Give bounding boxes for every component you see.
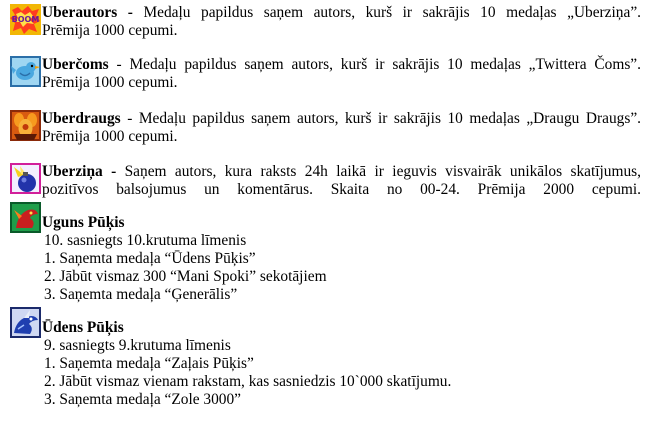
medal-name: Uberčoms [42, 56, 109, 73]
medal-name: Uberautors [42, 4, 118, 21]
requirement-1: 1. Saņemta medaļa “Zaļais Pūķis” [44, 355, 254, 372]
dragon-title: Uguns Pūķis [42, 214, 125, 231]
medal-name: Uberdraugs [42, 110, 121, 127]
requirement-2: 2. Jābūt vismaz vienam rakstam, kas sasniedzis 10`000 skatījumu. [44, 373, 452, 390]
dragon-udens-puķis [10, 307, 641, 409]
boom-icon [10, 4, 41, 35]
dragon-uguns-puķis [10, 202, 641, 304]
requirement-2: 2. Jābūt vismaz 300 “Mani Spoki” sekotājiem [44, 268, 327, 285]
requirement-level: 9. sasniegts 9.krutuma līmenis [44, 337, 231, 354]
water-dragon-icon [10, 307, 41, 338]
bird-icon [10, 56, 41, 87]
medal-description: Saņem autors, kura raksts 24h laikā ir ieguvis visvairāk unikālos skatījumus, [124, 163, 642, 180]
medal-name: Uberziņa [42, 163, 103, 180]
dragon-title: Ūdens Pūķis [42, 319, 124, 336]
medal-description: Medaļu papildus saņem autors, kurš ir sakrājis 10 medaļas „Draugu Draugs”. [138, 110, 641, 127]
medal-uberdraugs: Uberdraugs - Medaļu papildus saņem autors, kurš ir sakrājis 10 medaļas „Draugu Draugs”. Prēmija 1000 cepumi. [10, 110, 641, 146]
fire-dragon-icon [10, 202, 41, 233]
requirement-3: 3. Saņemta medaļa “Ģenerālis” [44, 286, 238, 303]
medal-prize: Prēmija 1000 cepumi. [42, 22, 178, 39]
bomb-icon [10, 163, 41, 194]
requirement-3: 3. Saņemta medaļa “Zole 3000” [44, 391, 242, 408]
medal-ubercoms: Uberčoms - Medaļu papildus saņem autors, kurš ir sakrājis 10 medaļas „Twittera Čoms”. Prēmija 1000 cepumi. [10, 56, 641, 92]
flower-icon [10, 110, 41, 141]
medal-prize: Prēmija 1000 cepumi. [42, 74, 178, 91]
requirement-level: 10. sasniegts 10.krutuma līmenis [44, 232, 247, 249]
medal-description: Medaļu papildus saņem autors, kurš ir sakrājis 10 medaļas „Uberziņa”. [143, 4, 641, 21]
medal-prize: pozitīvos balsojumus un komentārus. Skaita no 00-24. Prēmija 2000 cepumi. [42, 181, 641, 198]
medal-uberzina: Uberziņa - Saņem autors, kura raksts 24h laikā ir ieguvis visvairāk unikālos skatījumus, pozitīvos balsojumus un komentārus. Skaita no 00-24. Prēmija 2000 cepumi. [10, 163, 641, 199]
medal-prize: Prēmija 1000 cepumi. [42, 128, 178, 145]
medal-uberautors: BOOM Uberautors - Medaļu papildus saņem autors, kurš ir sakrājis 10 medaļas „Uberziņa”. Prēmija 1000 cepumi. [11, 4, 641, 39]
svg-text:BOOM: BOOM [11, 15, 40, 24]
medal-description: Medaļu papildus saņem autors, kurš ir sakrājis 10 medaļas „Twittera Čoms”. [129, 56, 641, 73]
requirement-1: 1. Saņemta medaļa “Ūdens Pūķis” [44, 250, 256, 267]
